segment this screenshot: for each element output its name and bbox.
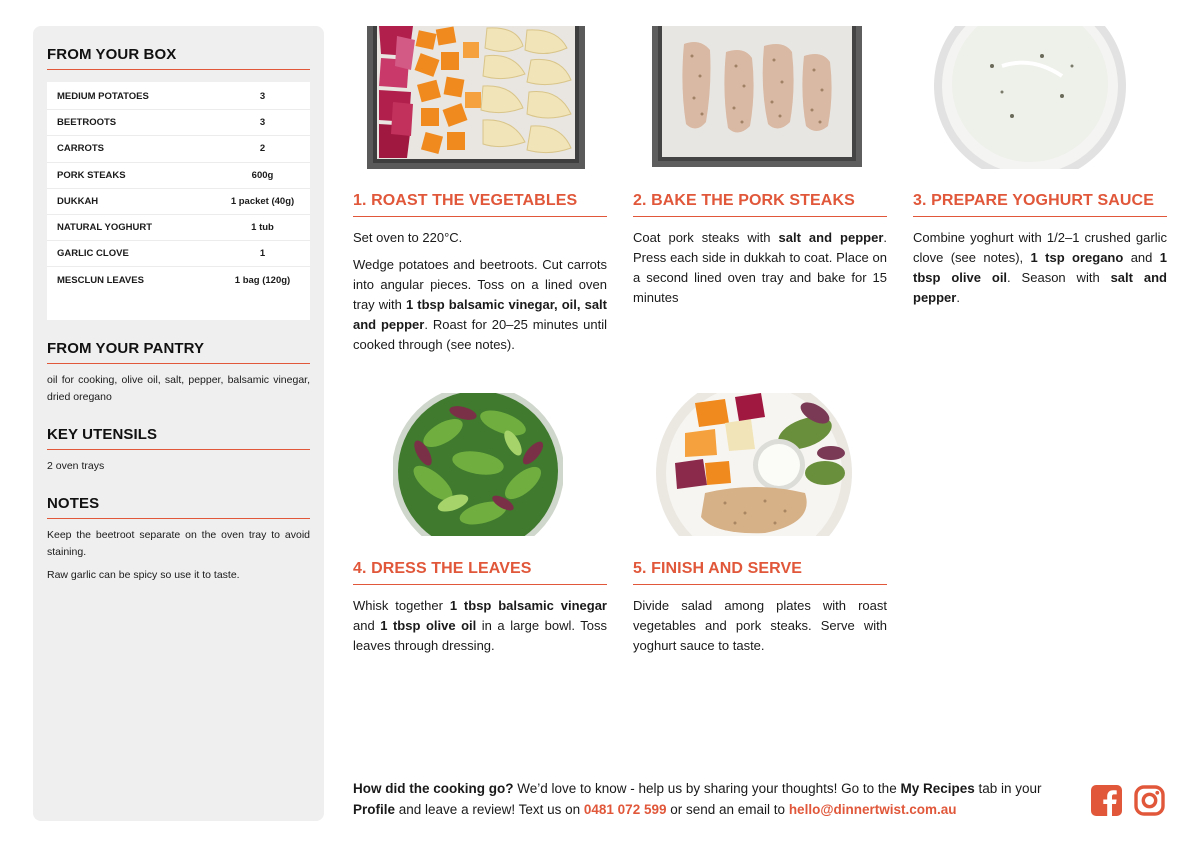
- facebook-icon[interactable]: [1091, 785, 1122, 816]
- from-your-pantry-title: FROM YOUR PANTRY: [47, 340, 310, 364]
- step-5-text-1: Divide salad among plates with roast vegetables and pork steaks. Serve with yoghurt sauce to taste.: [633, 598, 887, 653]
- step-2-title: 2. BAKE THE PORK STEAKS: [633, 192, 887, 217]
- footer-text-1: We’d love to know - help us by sharing your thoughts! Go to the: [513, 781, 901, 796]
- box-item-row: [47, 163, 310, 189]
- phone-number-link[interactable]: 0481 072 599: [583, 802, 667, 817]
- box-ingredients-table: [47, 82, 310, 320]
- text-segment: . Season with: [1007, 270, 1111, 285]
- box-item-name: PORK STEAKS: [57, 169, 126, 181]
- step-3-title: 3. PREPARE YOGHURT SAUCE: [913, 192, 1167, 217]
- step-1-text-1: Set oven to 220°C.: [353, 230, 463, 245]
- instagram-icon[interactable]: [1134, 785, 1165, 816]
- bake-pork-steaks-image: [652, 26, 862, 167]
- step-1-body: [353, 228, 607, 362]
- yoghurt-sauce-image: [932, 26, 1128, 169]
- box-item-qty: 3: [259, 91, 266, 103]
- box-item-name: CARROTS: [57, 143, 104, 155]
- box-item-row: [47, 110, 310, 136]
- bold-ingredient: 1 tbsp balsamic vinegar: [449, 598, 607, 613]
- note-1: Keep the beetroot separate on the oven tray to avoid staining.: [47, 528, 310, 558]
- key-utensils-title: KEY UTENSILS: [47, 426, 310, 450]
- box-item-row: [47, 136, 310, 162]
- text-segment: . Roast for 20–25 minutes until cooked through (see notes).: [353, 317, 607, 352]
- text-segment: and: [1123, 250, 1160, 265]
- box-item-qty: 1: [259, 248, 266, 260]
- note-2: Raw garlic can be spicy so use it to taste.: [47, 568, 240, 581]
- from-your-box-title: FROM YOUR BOX: [47, 46, 310, 70]
- step-5-body: [633, 596, 887, 663]
- text-segment: Whisk together: [353, 598, 450, 613]
- box-item-row: [47, 189, 310, 215]
- box-item-qty: 3: [259, 117, 266, 129]
- box-item-name: NATURAL YOGHURT: [57, 222, 152, 234]
- step-2-body: [633, 228, 887, 315]
- step-4-body: [353, 596, 607, 663]
- feedback-footer: [353, 778, 1073, 820]
- pantry-text: oil for cooking, olive oil, salt, pepper, balsamic vinegar, dried oregano: [47, 373, 310, 403]
- email-link[interactable]: hello@dinnertwist.com.au: [788, 802, 957, 817]
- footer-text-2: tab in your: [974, 781, 1042, 796]
- text-segment: .: [956, 290, 960, 305]
- box-item-name: BEETROOTS: [57, 117, 117, 129]
- notes-title: NOTES: [47, 495, 310, 519]
- box-item-name: MESCLUN LEAVES: [57, 274, 144, 286]
- box-item-name: DUKKAH: [57, 195, 99, 207]
- text-segment: Wedge potatoes and beetroots. Cut carrots into angular pieces. Toss on a lined oven tray with: [353, 257, 607, 312]
- box-item-row: [47, 241, 310, 267]
- box-item-qty: 1 tub: [251, 222, 274, 234]
- box-item-name: MEDIUM POTATOES: [57, 91, 149, 103]
- box-item-name: GARLIC CLOVE: [57, 248, 129, 260]
- bold-ingredient: 1 tsp oregano: [1030, 250, 1124, 265]
- box-item-qty: 2: [259, 143, 266, 155]
- roast-vegetables-image: [367, 26, 585, 169]
- box-item-row: [47, 215, 310, 241]
- step-3-text-1: [913, 228, 1167, 308]
- step-3-body: [913, 228, 1167, 315]
- text-segment: in a large bowl. Toss leaves through dressing.: [353, 618, 607, 653]
- box-item-row: [47, 84, 310, 110]
- bold-ingredient: 1 tbsp olive oil: [380, 618, 477, 633]
- finish-and-serve-image: [655, 393, 853, 536]
- step-5-title: 5. FINISH AND SERVE: [633, 560, 887, 585]
- profile-link[interactable]: Profile: [353, 802, 396, 817]
- box-item-qty: 600g: [251, 169, 274, 181]
- bold-ingredient: salt and pepper: [778, 230, 884, 245]
- my-recipes-link[interactable]: My Recipes: [900, 781, 975, 796]
- box-item-qty: 1 bag (120g): [234, 274, 291, 286]
- bold-ingredient: salt and pepper: [913, 270, 1167, 305]
- step-4-text-1: [353, 596, 607, 656]
- footer-text-4: or send an email to: [666, 802, 789, 817]
- step-1-text-2: [353, 255, 607, 355]
- ingredients-sidebar: [33, 26, 324, 821]
- bold-ingredient: 1 tbsp balsamic vinegar, oil, salt and pepper: [353, 297, 607, 332]
- box-item-qty: 1 packet (40g): [230, 195, 295, 207]
- dress-leaves-image: [393, 393, 563, 536]
- utensils-text: 2 oven trays: [47, 459, 105, 472]
- step-2-text-1: [633, 228, 887, 308]
- footer-text-3: and leave a review! Text us on: [395, 802, 584, 817]
- text-segment: . Press each side in dukkah to coat. Place on a second lined oven tray and bake for 15 minutes: [633, 230, 888, 305]
- text-segment: and: [353, 618, 381, 633]
- bold-ingredient: 1 tbsp olive oil: [913, 250, 1167, 285]
- footer-question: How did the cooking go?: [353, 781, 514, 796]
- step-1-title: 1. ROAST THE VEGETABLES: [353, 192, 607, 217]
- text-segment: Combine yoghurt with 1/2–1 crushed garlic clove (see notes),: [913, 230, 1167, 265]
- step-4-title: 4. DRESS THE LEAVES: [353, 560, 607, 585]
- text-segment: Coat pork steaks with: [633, 230, 779, 245]
- box-item-row: [47, 267, 310, 293]
